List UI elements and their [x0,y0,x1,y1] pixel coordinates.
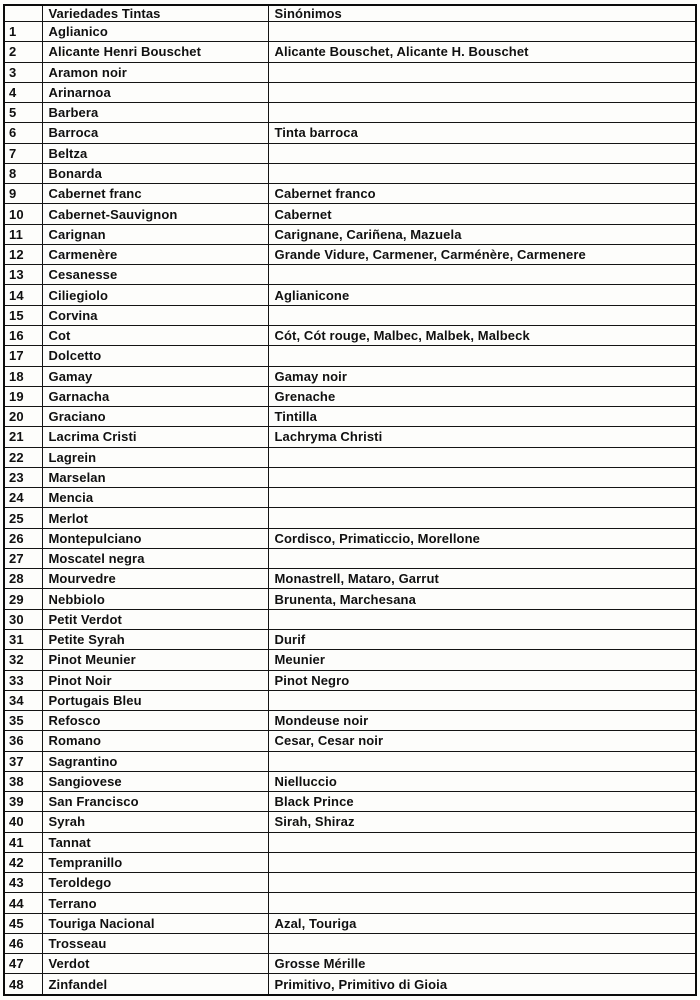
variety-cell: Cabernet franc [42,184,268,204]
row-number-cell: 10 [4,204,42,224]
row-number-cell: 33 [4,670,42,690]
variety-cell: Carignan [42,224,268,244]
variety-cell: Sangiovese [42,771,268,791]
row-number-cell: 18 [4,366,42,386]
table-row [4,650,696,670]
row-number-cell: 44 [4,893,42,913]
synonyms-cell: Meunier [268,650,696,670]
header-number [4,5,42,22]
row-number-cell: 31 [4,629,42,649]
row-number-cell: 21 [4,427,42,447]
variety-cell: Teroldego [42,873,268,893]
synonyms-cell: Alicante Bouschet, Alicante H. Bouschet [268,42,696,62]
table-row [4,103,696,123]
variety-cell: Graciano [42,407,268,427]
table-row [4,893,696,913]
variety-cell: Moscatel negra [42,548,268,568]
synonyms-cell [268,143,696,163]
row-number-cell: 28 [4,569,42,589]
row-number-cell: 1 [4,22,42,42]
variety-cell: Cot [42,325,268,345]
variety-cell: Romano [42,731,268,751]
synonyms-cell: Azal, Touriga [268,913,696,933]
synonyms-cell [268,447,696,467]
synonyms-cell [268,933,696,953]
variety-cell: Verdot [42,954,268,974]
table-row [4,569,696,589]
row-number-cell: 6 [4,123,42,143]
variety-cell: Touriga Nacional [42,913,268,933]
row-number-cell: 16 [4,325,42,345]
synonyms-cell: Cabernet franco [268,184,696,204]
synonyms-cell [268,62,696,82]
variety-cell: Petit Verdot [42,609,268,629]
synonyms-cell: Lachryma Christi [268,427,696,447]
row-number-cell: 34 [4,690,42,710]
row-number-cell: 32 [4,650,42,670]
row-number-cell: 30 [4,609,42,629]
row-number-cell: 17 [4,346,42,366]
synonyms-cell [268,548,696,568]
table-row [4,143,696,163]
synonyms-cell [268,265,696,285]
row-number-cell: 39 [4,792,42,812]
synonyms-cell [268,103,696,123]
table-row [4,528,696,548]
table-row [4,954,696,974]
header-variety: Variedades Tintas [42,5,268,22]
variety-cell: Trosseau [42,933,268,953]
synonyms-cell: Gamay noir [268,366,696,386]
wine-varieties-table [3,4,697,996]
table-row [4,123,696,143]
table-body [4,22,696,996]
synonyms-cell: Cordisco, Primaticcio, Morellone [268,528,696,548]
variety-cell: Lacrima Cristi [42,427,268,447]
variety-cell: Ciliegiolo [42,285,268,305]
variety-cell: Beltza [42,143,268,163]
table-row [4,548,696,568]
row-number-cell: 8 [4,163,42,183]
variety-cell: Lagrein [42,447,268,467]
synonyms-cell [268,751,696,771]
row-number-cell: 27 [4,548,42,568]
synonyms-cell: Sirah, Shiraz [268,812,696,832]
synonyms-cell [268,163,696,183]
synonyms-cell [268,305,696,325]
table-row [4,629,696,649]
table-row [4,386,696,406]
row-number-cell: 36 [4,731,42,751]
table-row [4,407,696,427]
synonyms-cell [268,82,696,102]
table-row [4,244,696,264]
table-row [4,366,696,386]
table-row [4,589,696,609]
synonyms-cell [268,690,696,710]
row-number-cell: 29 [4,589,42,609]
variety-cell: Mourvedre [42,569,268,589]
synonyms-cell [268,508,696,528]
variety-cell: Aglianico [42,22,268,42]
table-row [4,711,696,731]
table-row [4,224,696,244]
variety-cell: Gamay [42,366,268,386]
variety-cell: Nebbiolo [42,589,268,609]
table-row [4,508,696,528]
synonyms-cell [268,893,696,913]
synonyms-cell: Primitivo, Primitivo di Gioia [268,974,696,995]
variety-cell: Dolcetto [42,346,268,366]
table-row [4,265,696,285]
row-number-cell: 45 [4,913,42,933]
table-row [4,467,696,487]
variety-cell: Barroca [42,123,268,143]
synonyms-cell [268,873,696,893]
variety-cell: Arinarnoa [42,82,268,102]
synonyms-cell [268,832,696,852]
variety-cell: San Francisco [42,792,268,812]
row-number-cell: 41 [4,832,42,852]
row-number-cell: 19 [4,386,42,406]
row-number-cell: 2 [4,42,42,62]
variety-cell: Montepulciano [42,528,268,548]
variety-cell: Tempranillo [42,852,268,872]
variety-cell: Petite Syrah [42,629,268,649]
header-synonyms: Sinónimos [268,5,696,22]
table-row [4,163,696,183]
row-number-cell: 35 [4,711,42,731]
table-row [4,852,696,872]
variety-cell: Syrah [42,812,268,832]
synonyms-cell: Grenache [268,386,696,406]
table-row [4,447,696,467]
synonyms-cell: Tinta barroca [268,123,696,143]
variety-cell: Terrano [42,893,268,913]
table-row [4,792,696,812]
table-row [4,913,696,933]
synonyms-cell: Monastrell, Mataro, Garrut [268,569,696,589]
variety-cell: Bonarda [42,163,268,183]
synonyms-cell: Cabernet [268,204,696,224]
row-number-cell: 46 [4,933,42,953]
row-number-cell: 48 [4,974,42,995]
row-number-cell: 14 [4,285,42,305]
synonyms-cell: Nielluccio [268,771,696,791]
row-number-cell: 22 [4,447,42,467]
variety-cell: Cesanesse [42,265,268,285]
variety-cell: Mencia [42,488,268,508]
table-row [4,325,696,345]
table-row [4,812,696,832]
row-number-cell: 13 [4,265,42,285]
row-number-cell: 4 [4,82,42,102]
table-row [4,488,696,508]
table-row [4,771,696,791]
synonyms-cell: Grosse Mérille [268,954,696,974]
table-row [4,832,696,852]
synonyms-cell: Cesar, Cesar noir [268,731,696,751]
row-number-cell: 7 [4,143,42,163]
row-number-cell: 24 [4,488,42,508]
synonyms-cell [268,852,696,872]
synonyms-cell [268,609,696,629]
table-row [4,690,696,710]
row-number-cell: 25 [4,508,42,528]
synonyms-cell: Aglianicone [268,285,696,305]
variety-cell: Marselan [42,467,268,487]
synonyms-cell [268,488,696,508]
variety-cell: Sagrantino [42,751,268,771]
variety-cell: Pinot Noir [42,670,268,690]
row-number-cell: 26 [4,528,42,548]
variety-cell: Pinot Meunier [42,650,268,670]
table-row [4,670,696,690]
table-row [4,204,696,224]
synonyms-cell: Mondeuse noir [268,711,696,731]
variety-cell: Carmenère [42,244,268,264]
table-row [4,305,696,325]
synonyms-cell: Tintilla [268,407,696,427]
synonyms-cell: Carignane, Cariñena, Mazuela [268,224,696,244]
variety-cell: Garnacha [42,386,268,406]
table-row [4,184,696,204]
row-number-cell: 9 [4,184,42,204]
row-number-cell: 23 [4,467,42,487]
table-row [4,751,696,771]
row-number-cell: 11 [4,224,42,244]
table-row [4,62,696,82]
table-row [4,82,696,102]
synonyms-cell: Pinot Negro [268,670,696,690]
synonyms-cell: Grande Vidure, Carmener, Carménère, Carmenere [268,244,696,264]
row-number-cell: 20 [4,407,42,427]
header-row [4,5,696,22]
table-row [4,609,696,629]
row-number-cell: 43 [4,873,42,893]
variety-cell: Zinfandel [42,974,268,995]
row-number-cell: 3 [4,62,42,82]
variety-cell: Alicante Henri Bouschet [42,42,268,62]
table-row [4,22,696,42]
row-number-cell: 38 [4,771,42,791]
synonyms-cell: Black Prince [268,792,696,812]
row-number-cell: 42 [4,852,42,872]
row-number-cell: 5 [4,103,42,123]
table-row [4,285,696,305]
row-number-cell: 47 [4,954,42,974]
table-row [4,427,696,447]
variety-cell: Cabernet-Sauvignon [42,204,268,224]
variety-cell: Corvina [42,305,268,325]
synonyms-cell [268,346,696,366]
synonyms-cell: Durif [268,629,696,649]
table-row [4,731,696,751]
variety-cell: Tannat [42,832,268,852]
variety-cell: Refosco [42,711,268,731]
variety-cell: Aramon noir [42,62,268,82]
row-number-cell: 12 [4,244,42,264]
table-row [4,933,696,953]
table-row [4,42,696,62]
table-row [4,873,696,893]
row-number-cell: 37 [4,751,42,771]
variety-cell: Portugais Bleu [42,690,268,710]
row-number-cell: 40 [4,812,42,832]
table-row [4,346,696,366]
variety-cell: Barbera [42,103,268,123]
synonyms-cell: Brunenta, Marchesana [268,589,696,609]
table-row [4,974,696,995]
variety-cell: Merlot [42,508,268,528]
synonyms-cell: Cót, Cót rouge, Malbec, Malbek, Malbeck [268,325,696,345]
row-number-cell: 15 [4,305,42,325]
synonyms-cell [268,467,696,487]
synonyms-cell [268,22,696,42]
